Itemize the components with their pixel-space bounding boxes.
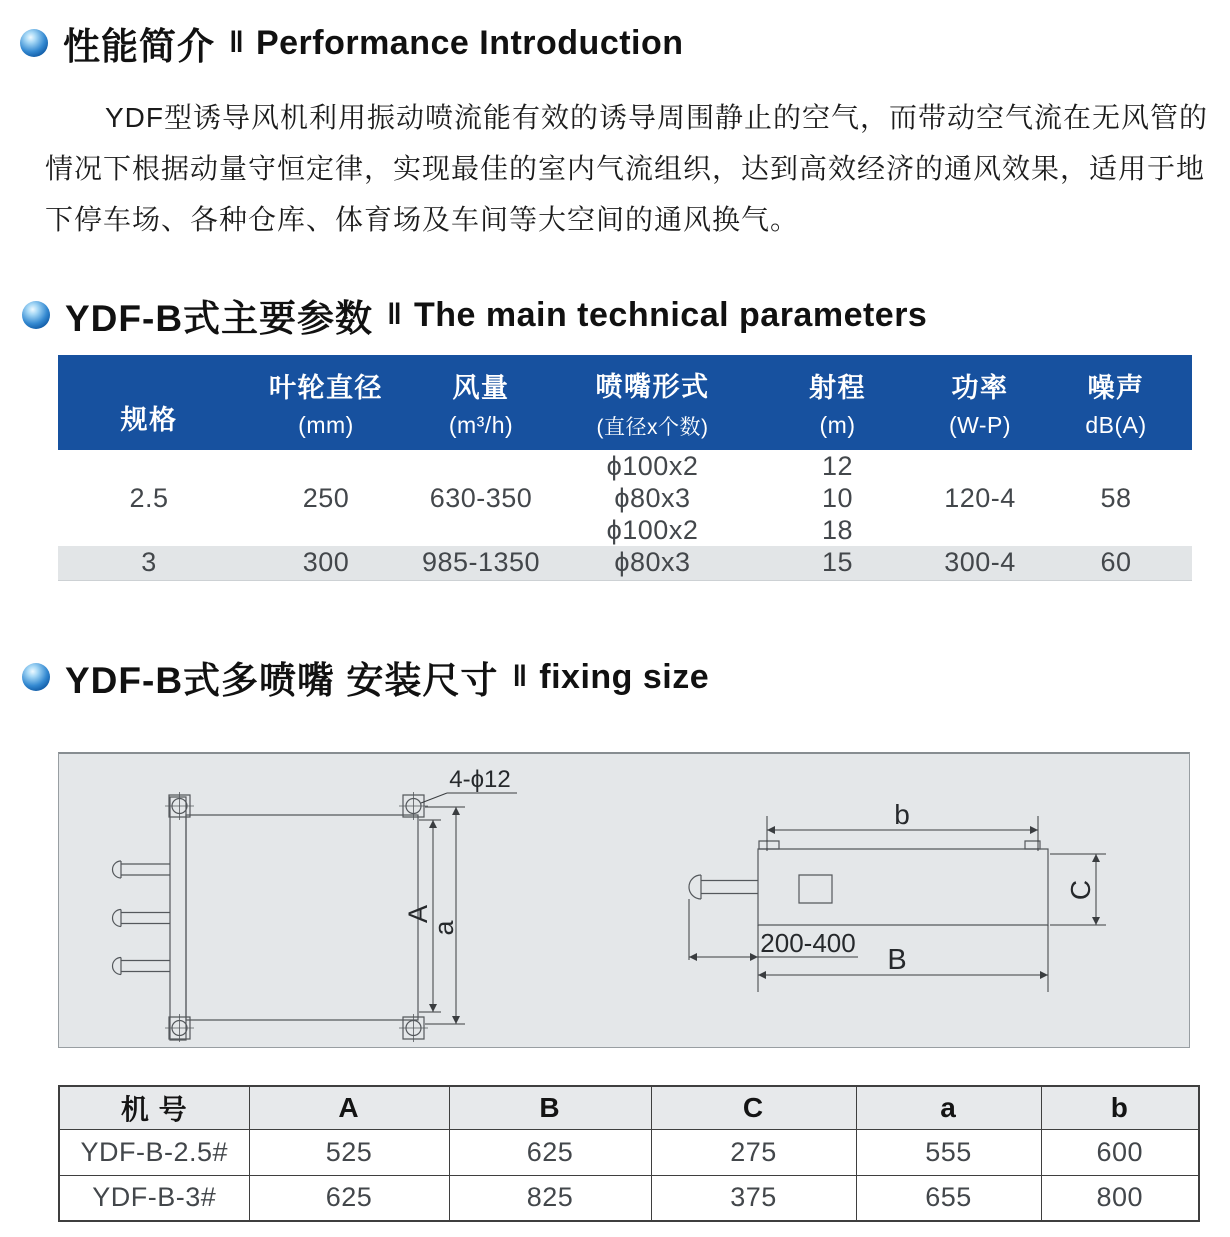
fix-model-2: YDF-B-3# <box>59 1175 249 1221</box>
intro-paragraph <box>45 92 1208 245</box>
fix-cell: 625 <box>449 1129 651 1175</box>
cell-range-4: 15 <box>755 546 920 580</box>
cell-nozzle-4: ϕ80x3 <box>550 546 755 580</box>
dim-label-A: A <box>403 904 433 924</box>
parameters-table <box>58 355 1192 581</box>
nozzle-icon <box>113 910 171 927</box>
fix-cell: 655 <box>856 1175 1041 1221</box>
cell-nozzle-3: ϕ100x2 <box>606 514 699 545</box>
dim-label-a: a <box>429 920 459 936</box>
fix-cell: 375 <box>651 1175 856 1221</box>
blue-bullet-icon <box>22 301 50 329</box>
cell-impeller-250: 250 <box>302 482 350 513</box>
header-impeller-diameter: 叶轮直径 (mm) <box>240 355 412 450</box>
dim-label-200-400: 200-400 <box>760 928 856 958</box>
front-view-drawing <box>113 766 518 1042</box>
header-jet-range: 射程 (m) <box>755 355 920 450</box>
cell-impeller-300: 300 <box>240 546 412 580</box>
junction-box <box>799 875 832 903</box>
cell-airflow-630-350: 630-350 <box>429 482 533 513</box>
header-spec: 规格 <box>58 355 240 450</box>
fix-header-a: a <box>856 1086 1041 1129</box>
cell-nozzle-1: ϕ100x2 <box>606 450 699 481</box>
section1-title-zh: 性能简介 <box>63 26 215 67</box>
fix-header-b: b <box>1041 1086 1199 1129</box>
holes-callout-label: 4-ϕ12 <box>449 766 511 793</box>
cell-range-1: 12 <box>821 450 854 481</box>
title-separator: ‖ <box>229 26 244 59</box>
fixing-size-table <box>58 1085 1200 1222</box>
dim-label-B: B <box>887 944 907 976</box>
table-row <box>58 546 1192 580</box>
dim-label-C: C <box>1065 879 1096 901</box>
fix-cell: 525 <box>249 1129 449 1175</box>
section-fixing-size-title <box>22 650 709 704</box>
cell-power-300-4: 300-4 <box>920 546 1040 580</box>
cell-range-2: 10 <box>821 482 854 513</box>
side-view-drawing <box>689 799 1106 992</box>
blue-bullet-icon <box>22 663 50 691</box>
section1-title-en: Performance Introduction <box>255 23 684 62</box>
fix-cell: 600 <box>1041 1129 1199 1175</box>
table-row <box>59 1129 1199 1175</box>
nozzle-icon <box>689 875 758 899</box>
nozzle-icon <box>113 861 171 878</box>
fix-cell: 800 <box>1041 1175 1199 1221</box>
nozzle-icon <box>113 958 171 975</box>
fix-cell: 625 <box>249 1175 449 1221</box>
title-separator: ‖ <box>387 298 402 331</box>
section3-title-zh: YDF-B式多喷嘴 安装尺寸 <box>65 660 499 701</box>
fix-cell: 555 <box>856 1129 1041 1175</box>
table-row <box>58 450 1192 482</box>
cell-noise-58: 58 <box>1100 482 1132 513</box>
header-power: 功率 (W-P) <box>920 355 1040 450</box>
fix-header-A: A <box>249 1086 449 1129</box>
table-row <box>59 1175 1199 1221</box>
cell-spec-2_5: 2.5 <box>129 482 169 513</box>
section3-title-en: fixing size <box>539 657 710 696</box>
cell-range-3: 18 <box>821 514 854 545</box>
cell-nozzle-2: ϕ80x3 <box>614 482 691 513</box>
header-noise: 噪声 dB(A) <box>1040 355 1192 450</box>
cell-spec-3: 3 <box>58 546 240 580</box>
fix-model-1: YDF-B-2.5# <box>59 1129 249 1175</box>
fix-header-B: B <box>449 1086 651 1129</box>
intro-line-1: YDF型诱导风机利用振动喷流能有效的诱导周围静止的空气，而带动空气流在无风管的 <box>105 102 1209 133</box>
header-nozzle-form: 喷嘴形式 (直径x个数) <box>550 355 755 450</box>
technical-drawing <box>59 754 1189 1047</box>
intro-line-2: 情况下根据动量守恒定律，实现最佳的室内气流组织，达到高效经济的通风效果，适用于地 <box>45 153 1206 184</box>
section2-title-en: The main technical parameters <box>413 295 928 334</box>
cell-power-120-4: 120-4 <box>944 482 1016 513</box>
fix-cell: 275 <box>651 1129 856 1175</box>
fix-header-C: C <box>651 1086 856 1129</box>
section-performance-title <box>20 16 684 70</box>
fix-header-model: 机 号 <box>59 1086 249 1129</box>
section2-title-zh: YDF-B式主要参数 <box>65 298 374 339</box>
title-separator: ‖ <box>512 660 528 693</box>
installation-drawing-panel <box>58 752 1190 1048</box>
section-parameters-title <box>22 288 927 342</box>
dim-label-b: b <box>894 799 910 830</box>
header-airflow: 风量 (m³/h) <box>412 355 550 450</box>
fixing-header-row <box>59 1086 1199 1129</box>
fix-cell: 825 <box>449 1175 651 1221</box>
blue-bullet-icon <box>20 29 48 57</box>
cell-noise-60: 60 <box>1040 546 1192 580</box>
cell-airflow-985-1350: 985-1350 <box>412 546 550 580</box>
intro-line-3: 下停车场、各种仓库、体育场及车间等大空间的通风换气。 <box>45 204 800 235</box>
parameters-header-row <box>58 355 1192 450</box>
